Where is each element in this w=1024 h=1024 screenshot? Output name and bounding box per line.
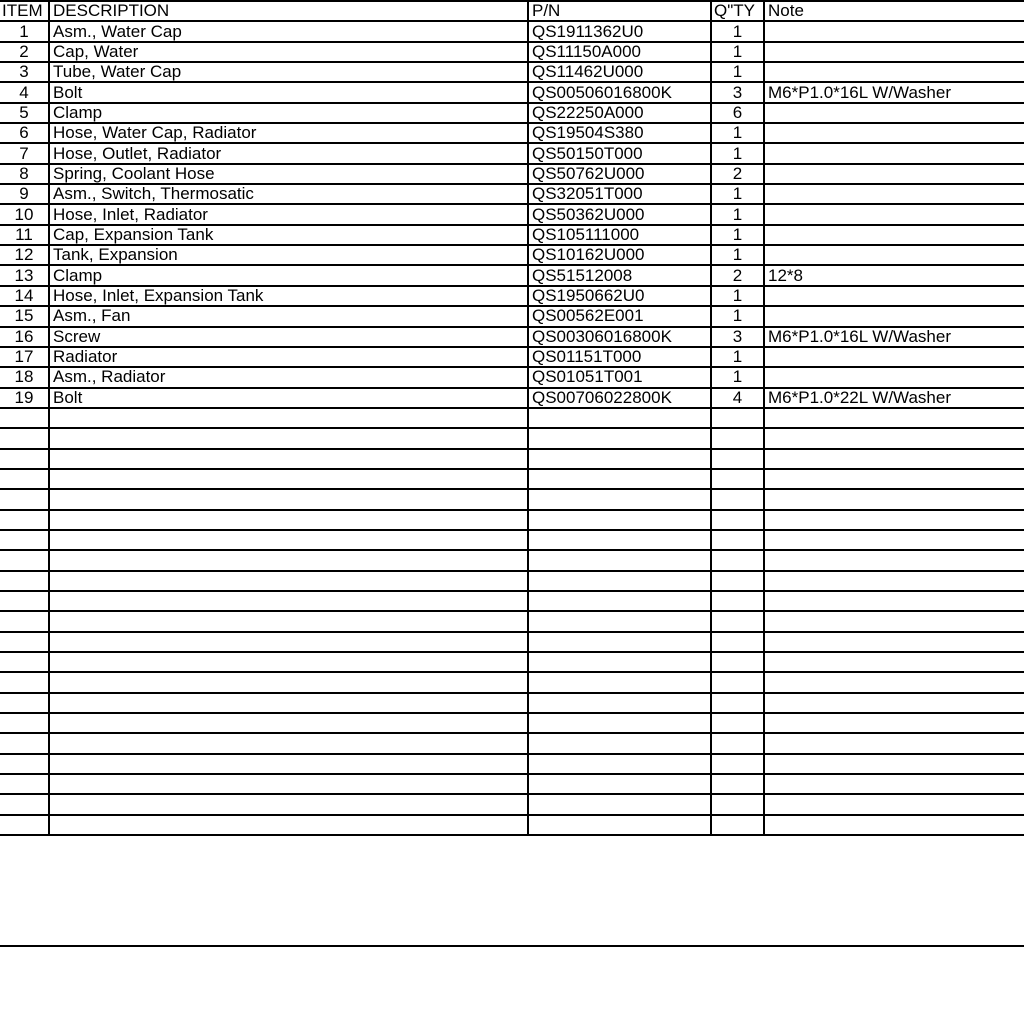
cell-qty: 1	[711, 204, 764, 224]
cell-pn: QS00562E001	[528, 306, 711, 326]
cell-note	[764, 428, 1024, 448]
empty-table-row	[0, 591, 1024, 611]
cell-item: 10	[0, 204, 49, 224]
cell-description: Asm., Fan	[49, 306, 528, 326]
cell-description	[49, 815, 528, 835]
cell-qty	[711, 733, 764, 753]
cell-note	[764, 204, 1024, 224]
cell-description: Clamp	[49, 265, 528, 285]
cell-qty: 1	[711, 123, 764, 143]
table-row	[0, 143, 1024, 163]
cell-note	[764, 62, 1024, 82]
cell-description	[49, 489, 528, 509]
cell-note	[764, 367, 1024, 387]
cell-description	[49, 632, 528, 652]
cell-description: Tube, Water Cap	[49, 62, 528, 82]
cell-note	[764, 123, 1024, 143]
cell-pn: QS01151T000	[528, 347, 711, 367]
cell-pn: QS01051T001	[528, 367, 711, 387]
table-row	[0, 62, 1024, 82]
cell-qty: 1	[711, 184, 764, 204]
cell-item	[0, 632, 49, 652]
cell-pn: QS50762U000	[528, 164, 711, 184]
table-row	[0, 286, 1024, 306]
cell-description	[49, 611, 528, 631]
cell-item: 13	[0, 265, 49, 285]
cell-qty	[711, 428, 764, 448]
cell-qty	[711, 591, 764, 611]
cell-pn: QS50150T000	[528, 143, 711, 163]
cell-qty	[711, 672, 764, 692]
cell-pn: QS00306016800K	[528, 327, 711, 347]
cell-description	[49, 510, 528, 530]
empty-table-row	[0, 449, 1024, 469]
cell-pn	[528, 449, 711, 469]
cell-description	[49, 672, 528, 692]
table-row	[0, 265, 1024, 285]
cell-note	[764, 672, 1024, 692]
table-row	[0, 388, 1024, 408]
bottom-rule	[0, 945, 1024, 947]
cell-item: 1	[0, 21, 49, 41]
cell-description	[49, 428, 528, 448]
cell-note	[764, 754, 1024, 774]
cell-pn	[528, 815, 711, 835]
cell-description	[49, 693, 528, 713]
cell-description: Asm., Water Cap	[49, 21, 528, 41]
cell-pn	[528, 733, 711, 753]
cell-note	[764, 510, 1024, 530]
cell-description: Tank, Expansion	[49, 245, 528, 265]
cell-note	[764, 449, 1024, 469]
empty-table-row	[0, 794, 1024, 814]
cell-pn: QS32051T000	[528, 184, 711, 204]
cell-item	[0, 815, 49, 835]
empty-table-row	[0, 571, 1024, 591]
empty-table-row	[0, 815, 1024, 835]
cell-pn: QS10162U000	[528, 245, 711, 265]
cell-pn: QS51512008	[528, 265, 711, 285]
cell-pn	[528, 550, 711, 570]
cell-pn: QS1950662U0	[528, 286, 711, 306]
cell-qty	[711, 652, 764, 672]
table-row	[0, 123, 1024, 143]
cell-pn: QS105111000	[528, 225, 711, 245]
cell-qty: 1	[711, 286, 764, 306]
cell-item	[0, 774, 49, 794]
cell-description: Cap, Expansion Tank	[49, 225, 528, 245]
cell-note	[764, 571, 1024, 591]
empty-table-row	[0, 550, 1024, 570]
cell-item	[0, 469, 49, 489]
cell-description: Bolt	[49, 82, 528, 102]
cell-pn	[528, 713, 711, 733]
cell-item	[0, 591, 49, 611]
cell-pn	[528, 469, 711, 489]
cell-note	[764, 733, 1024, 753]
cell-qty: 1	[711, 62, 764, 82]
cell-item	[0, 530, 49, 550]
cell-item	[0, 449, 49, 469]
header-note: Note	[764, 1, 1024, 21]
cell-qty	[711, 449, 764, 469]
cell-qty	[711, 489, 764, 509]
cell-pn	[528, 408, 711, 428]
cell-item	[0, 408, 49, 428]
cell-pn	[528, 652, 711, 672]
empty-table-row	[0, 713, 1024, 733]
empty-table-row	[0, 632, 1024, 652]
cell-description	[49, 754, 528, 774]
cell-pn	[528, 428, 711, 448]
cell-qty: 1	[711, 306, 764, 326]
cell-description	[49, 408, 528, 428]
cell-description	[49, 591, 528, 611]
cell-qty: 2	[711, 265, 764, 285]
cell-qty	[711, 794, 764, 814]
cell-item	[0, 672, 49, 692]
cell-note	[764, 774, 1024, 794]
cell-qty: 3	[711, 327, 764, 347]
cell-item	[0, 510, 49, 530]
cell-description	[49, 530, 528, 550]
cell-description: Screw	[49, 327, 528, 347]
empty-table-row	[0, 428, 1024, 448]
table-header-row	[0, 1, 1024, 21]
cell-description	[49, 469, 528, 489]
cell-item: 15	[0, 306, 49, 326]
cell-pn	[528, 754, 711, 774]
cell-qty	[711, 693, 764, 713]
cell-note	[764, 591, 1024, 611]
cell-item: 16	[0, 327, 49, 347]
cell-description: Bolt	[49, 388, 528, 408]
cell-item	[0, 550, 49, 570]
cell-note	[764, 21, 1024, 41]
cell-note	[764, 225, 1024, 245]
cell-pn: QS19504S380	[528, 123, 711, 143]
cell-item: 5	[0, 103, 49, 123]
cell-description	[49, 449, 528, 469]
table-row	[0, 306, 1024, 326]
cell-pn	[528, 794, 711, 814]
cell-pn	[528, 489, 711, 509]
cell-pn	[528, 774, 711, 794]
cell-pn: QS11150A000	[528, 42, 711, 62]
cell-item: 17	[0, 347, 49, 367]
cell-qty: 1	[711, 367, 764, 387]
cell-qty	[711, 408, 764, 428]
cell-note	[764, 632, 1024, 652]
cell-qty: 1	[711, 21, 764, 41]
cell-item: 12	[0, 245, 49, 265]
cell-qty: 1	[711, 347, 764, 367]
cell-item: 9	[0, 184, 49, 204]
cell-description: Asm., Radiator	[49, 367, 528, 387]
table-row	[0, 42, 1024, 62]
empty-table-row	[0, 489, 1024, 509]
empty-table-row	[0, 408, 1024, 428]
cell-pn	[528, 530, 711, 550]
cell-pn	[528, 591, 711, 611]
cell-note	[764, 611, 1024, 631]
cell-qty	[711, 774, 764, 794]
cell-description: Spring, Coolant Hose	[49, 164, 528, 184]
cell-note	[764, 693, 1024, 713]
cell-note	[764, 245, 1024, 265]
cell-pn: QS00506016800K	[528, 82, 711, 102]
cell-note	[764, 184, 1024, 204]
empty-table-row	[0, 652, 1024, 672]
cell-description: Hose, Inlet, Expansion Tank	[49, 286, 528, 306]
table-row	[0, 204, 1024, 224]
cell-description: Hose, Outlet, Radiator	[49, 143, 528, 163]
cell-note: M6*P1.0*22L W/Washer	[764, 388, 1024, 408]
table-row	[0, 184, 1024, 204]
table-row	[0, 164, 1024, 184]
cell-pn	[528, 632, 711, 652]
table-row	[0, 82, 1024, 102]
table-row	[0, 327, 1024, 347]
cell-description	[49, 652, 528, 672]
cell-item: 7	[0, 143, 49, 163]
cell-description	[49, 733, 528, 753]
cell-qty	[711, 469, 764, 489]
cell-note	[764, 306, 1024, 326]
cell-pn	[528, 672, 711, 692]
cell-note	[764, 713, 1024, 733]
header-item: ITEM	[0, 1, 49, 21]
cell-note: M6*P1.0*16L W/Washer	[764, 82, 1024, 102]
cell-qty	[711, 632, 764, 652]
empty-table-row	[0, 611, 1024, 631]
cell-qty	[711, 815, 764, 835]
cell-item	[0, 754, 49, 774]
cell-description: Clamp	[49, 103, 528, 123]
cell-item	[0, 611, 49, 631]
cell-qty: 1	[711, 42, 764, 62]
cell-note	[764, 794, 1024, 814]
cell-qty	[711, 550, 764, 570]
cell-note: M6*P1.0*16L W/Washer	[764, 327, 1024, 347]
table-row	[0, 245, 1024, 265]
cell-note	[764, 489, 1024, 509]
cell-note	[764, 103, 1024, 123]
cell-description	[49, 794, 528, 814]
table-row	[0, 367, 1024, 387]
table-row	[0, 21, 1024, 41]
cell-item	[0, 794, 49, 814]
cell-item	[0, 428, 49, 448]
cell-item: 8	[0, 164, 49, 184]
cell-note	[764, 408, 1024, 428]
cell-item	[0, 489, 49, 509]
cell-note	[764, 652, 1024, 672]
cell-note	[764, 530, 1024, 550]
cell-item: 4	[0, 82, 49, 102]
cell-qty: 1	[711, 143, 764, 163]
cell-description: Asm., Switch, Thermosatic	[49, 184, 528, 204]
cell-note	[764, 347, 1024, 367]
cell-qty: 1	[711, 245, 764, 265]
cell-item: 18	[0, 367, 49, 387]
cell-item	[0, 733, 49, 753]
cell-description: Hose, Water Cap, Radiator	[49, 123, 528, 143]
cell-pn	[528, 510, 711, 530]
header-description: DESCRIPTION	[49, 1, 528, 21]
cell-qty	[711, 530, 764, 550]
cell-qty	[711, 510, 764, 530]
cell-item: 11	[0, 225, 49, 245]
empty-table-row	[0, 469, 1024, 489]
empty-table-row	[0, 754, 1024, 774]
cell-pn: QS22250A000	[528, 103, 711, 123]
cell-item	[0, 713, 49, 733]
cell-item: 2	[0, 42, 49, 62]
cell-pn	[528, 611, 711, 631]
cell-description: Cap, Water	[49, 42, 528, 62]
cell-pn: QS1911362U0	[528, 21, 711, 41]
cell-note	[764, 286, 1024, 306]
cell-description: Radiator	[49, 347, 528, 367]
parts-table-body	[0, 1, 1024, 835]
cell-qty	[711, 754, 764, 774]
cell-note	[764, 469, 1024, 489]
cell-description	[49, 774, 528, 794]
cell-item: 14	[0, 286, 49, 306]
cell-description	[49, 550, 528, 570]
empty-table-row	[0, 672, 1024, 692]
cell-note	[764, 164, 1024, 184]
cell-qty	[711, 611, 764, 631]
cell-item	[0, 571, 49, 591]
cell-qty: 1	[711, 225, 764, 245]
header-qty: Q"TY	[711, 1, 764, 21]
empty-table-row	[0, 733, 1024, 753]
cell-item: 19	[0, 388, 49, 408]
cell-qty: 6	[711, 103, 764, 123]
cell-item	[0, 652, 49, 672]
cell-pn	[528, 571, 711, 591]
empty-table-row	[0, 510, 1024, 530]
empty-table-row	[0, 774, 1024, 794]
empty-table-row	[0, 693, 1024, 713]
cell-note	[764, 42, 1024, 62]
cell-qty: 2	[711, 164, 764, 184]
cell-note	[764, 143, 1024, 163]
cell-pn	[528, 693, 711, 713]
cell-item: 3	[0, 62, 49, 82]
cell-note	[764, 550, 1024, 570]
cell-qty: 4	[711, 388, 764, 408]
cell-description	[49, 713, 528, 733]
cell-qty: 3	[711, 82, 764, 102]
table-row	[0, 225, 1024, 245]
cell-description: Hose, Inlet, Radiator	[49, 204, 528, 224]
empty-table-row	[0, 530, 1024, 550]
cell-pn: QS00706022800K	[528, 388, 711, 408]
table-row	[0, 347, 1024, 367]
cell-pn: QS50362U000	[528, 204, 711, 224]
cell-description	[49, 571, 528, 591]
cell-note	[764, 815, 1024, 835]
table-row	[0, 103, 1024, 123]
cell-qty	[711, 713, 764, 733]
cell-note: 12*8	[764, 265, 1024, 285]
cell-qty	[711, 571, 764, 591]
cell-item	[0, 693, 49, 713]
header-pn: P/N	[528, 1, 711, 21]
cell-pn: QS11462U000	[528, 62, 711, 82]
cell-item: 6	[0, 123, 49, 143]
